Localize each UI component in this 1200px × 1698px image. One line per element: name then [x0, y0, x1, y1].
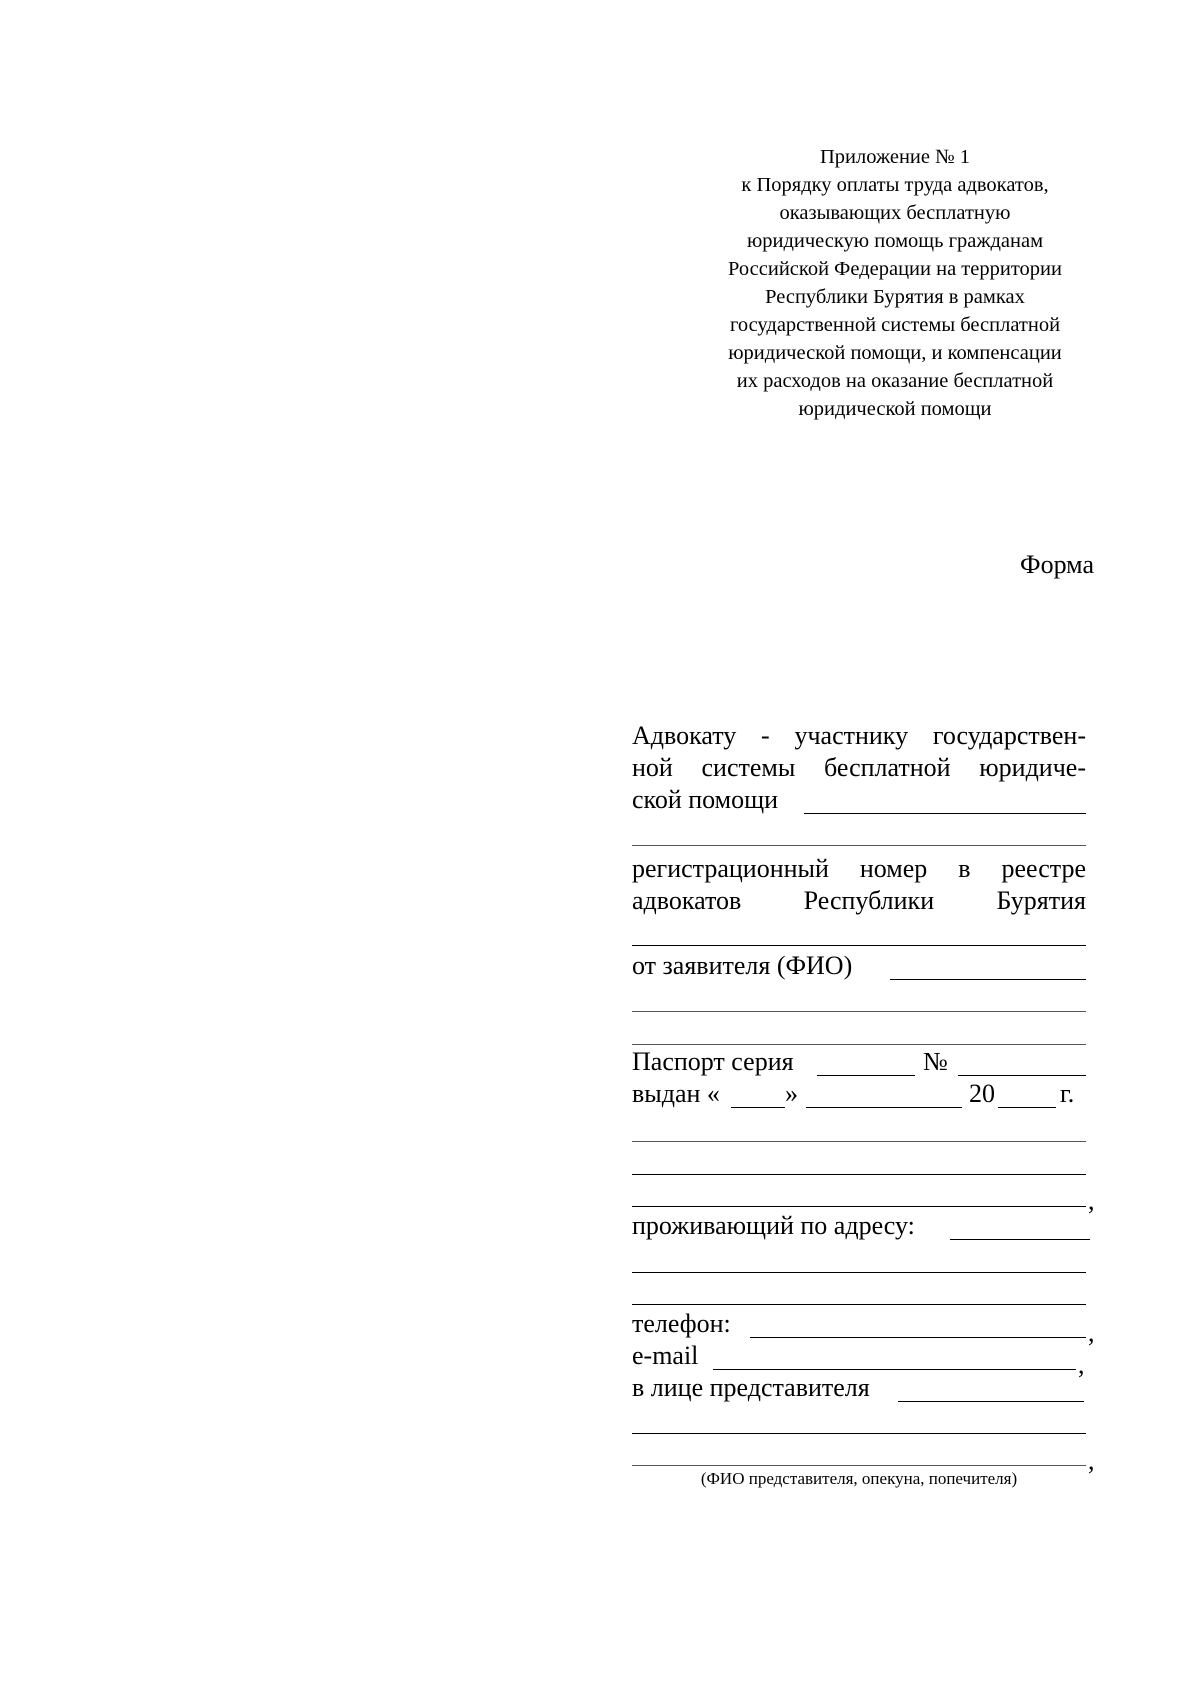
phone-blank[interactable]	[750, 1337, 1086, 1338]
appendix-line: юридической помощи	[798, 398, 992, 420]
representative-blank[interactable]	[898, 1401, 1084, 1402]
appendix-line: государственной системы бесплатной	[729, 314, 1061, 336]
comma: ,	[1088, 1186, 1095, 1215]
addressee-line-3: ской помощи	[632, 785, 779, 814]
issue-day-blank[interactable]	[731, 1107, 785, 1108]
comma: ,	[1088, 1318, 1095, 1347]
appendix-line: Российской Федерации на территории	[728, 258, 1062, 280]
issued-open: выдан «	[632, 1079, 720, 1108]
issue-month-blank[interactable]	[806, 1107, 962, 1108]
passport-number-label: №	[923, 1047, 948, 1076]
address-line[interactable]	[632, 1272, 1086, 1273]
registry-line-1: регистрационный номер в реестре	[632, 854, 1086, 883]
phone-label: телефон:	[632, 1309, 731, 1338]
email-blank[interactable]	[713, 1369, 1076, 1370]
address-label: проживающий по адресу:	[632, 1211, 915, 1240]
representative-label: в лице представителя	[632, 1373, 870, 1402]
representative-caption: (ФИО представителя, опекуна, попечителя)	[700, 1469, 1018, 1488]
appendix-header	[680, 143, 1110, 423]
issued-by-line[interactable]	[632, 1141, 1086, 1142]
lawyer-name-blank[interactable]	[804, 813, 1086, 814]
comma: ,	[1078, 1350, 1085, 1379]
appendix-line: их расходов на оказание бесплатной	[736, 370, 1054, 392]
applicant-name-line[interactable]	[632, 1011, 1086, 1012]
appendix-line: юридическую помощь гражданам	[746, 230, 1044, 252]
registry-line-2: адвокатов Республики Бурятия	[632, 886, 1086, 915]
issued-close: »	[785, 1079, 798, 1108]
issue-year-blank[interactable]	[998, 1107, 1056, 1108]
passport-series-blank[interactable]	[817, 1075, 915, 1076]
registry-number-line[interactable]	[632, 945, 1086, 946]
lawyer-name-line[interactable]	[632, 845, 1086, 846]
issued-by-line[interactable]	[632, 1206, 1086, 1207]
addressee-line-2: ной системы бесплатной юридиче-	[632, 753, 1086, 782]
year-prefix: 20	[969, 1079, 995, 1108]
applicant-name-blank[interactable]	[890, 979, 1086, 980]
appendix-line: Республики Бурятия в рамках	[765, 286, 1025, 308]
year-suffix: г.	[1060, 1079, 1075, 1108]
appendix-line: Приложение № 1	[819, 146, 971, 168]
issued-by-line[interactable]	[632, 1174, 1086, 1175]
form-label: Форма	[1020, 550, 1094, 579]
email-label: e-mail	[632, 1341, 699, 1370]
representative-line[interactable]	[632, 1433, 1086, 1434]
passport-series-label: Паспорт серия	[632, 1047, 794, 1076]
address-line[interactable]	[632, 1304, 1086, 1305]
address-blank[interactable]	[950, 1239, 1090, 1240]
comma: ,	[1088, 1446, 1095, 1475]
appendix-line: оказывающих бесплатную	[779, 202, 1011, 224]
addressee-line-1: Адвокату - участнику государствен-	[632, 721, 1086, 750]
applicant-name-line[interactable]	[632, 1044, 1086, 1045]
representative-line[interactable]	[632, 1465, 1086, 1466]
appendix-line: к Порядку оплаты труда адвокатов,	[741, 174, 1049, 196]
passport-number-blank[interactable]	[958, 1075, 1086, 1076]
appendix-line: юридической помощи, и компенсации	[728, 342, 1062, 364]
applicant-label: от заявителя (ФИО)	[632, 951, 853, 980]
